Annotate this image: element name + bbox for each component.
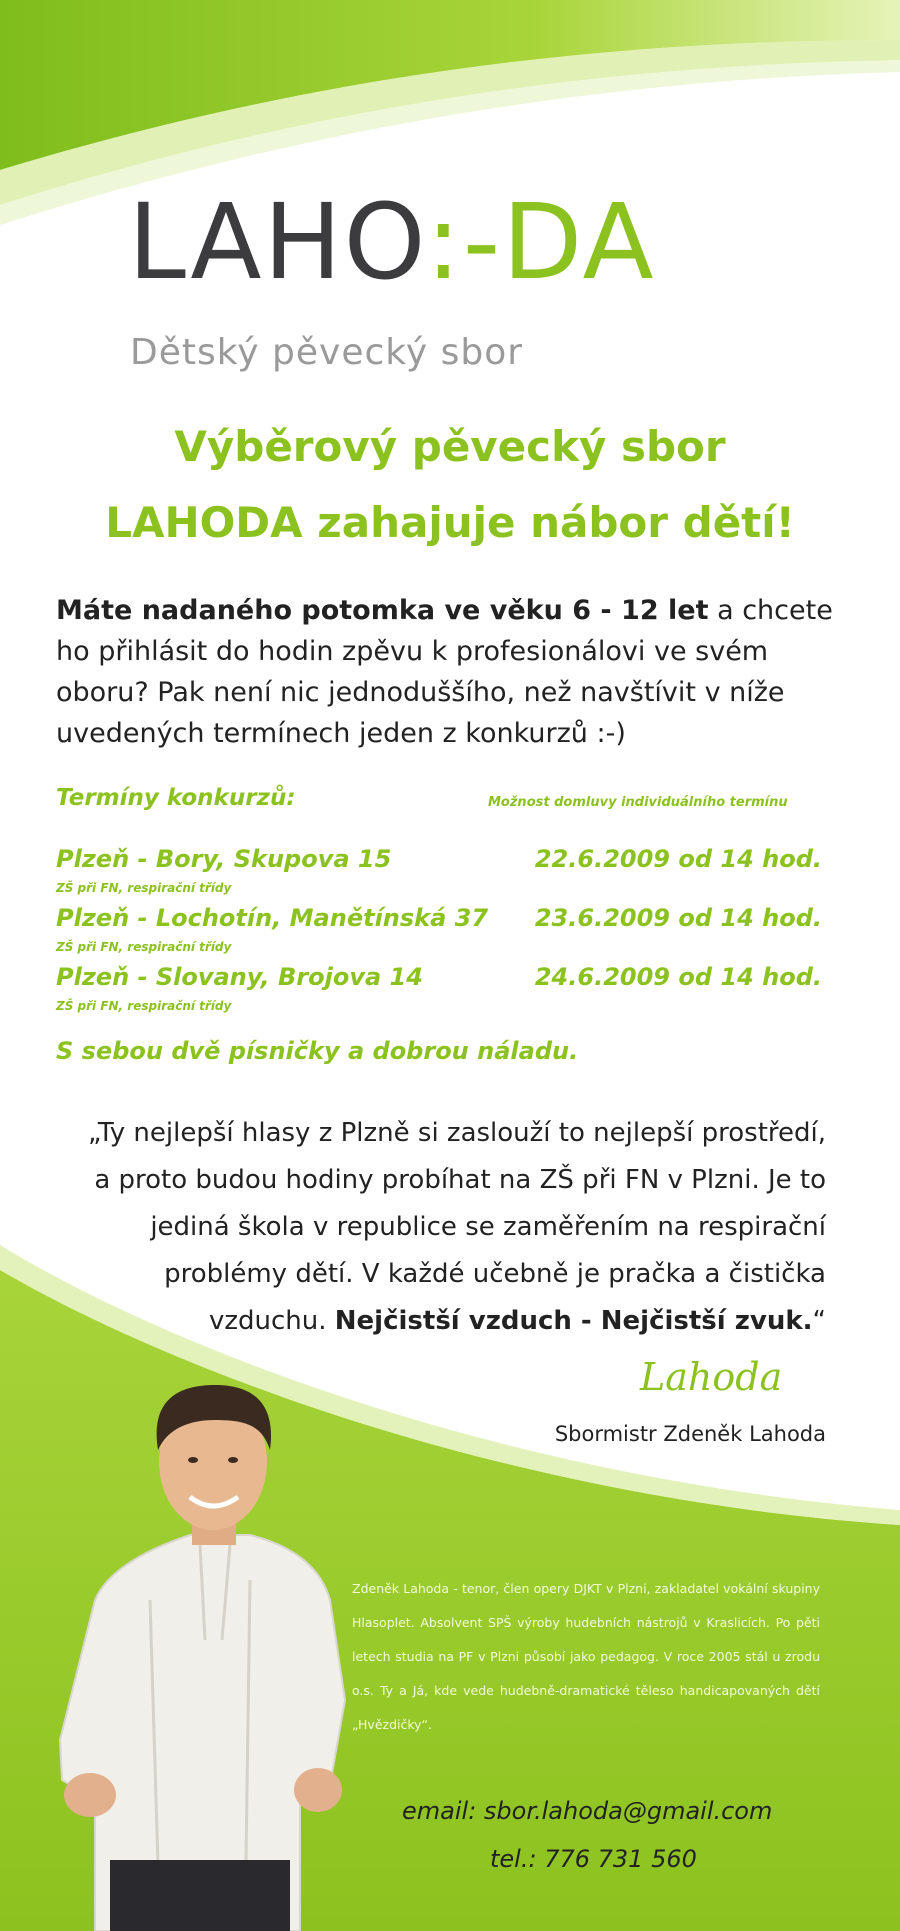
- terms-note: Možnost domluvy individuálního termínu: [488, 795, 788, 810]
- term-location: Plzeň - Bory, Skupova 15: [56, 845, 392, 873]
- intro-bold: Máte nadaného potomka ve věku 6 - 12 let: [56, 595, 709, 626]
- terms-title: Termíny konkurzů:: [56, 785, 296, 811]
- headline-line2: LAHODA zahajuje nábor dětí!: [105, 498, 795, 547]
- intro-rest: a chcete ho přihlásit do hodin zpěvu k profesionálovi ve svém oboru? Pak není nic jednoduššího, než navštívit v níže uvedených termínech jeden z konkurzů :-): [56, 595, 833, 749]
- contact-email[interactable]: email: sbor.lahoda@gmail.com: [402, 1797, 773, 1825]
- choirmaster-name: Sbormistr Zdeněk Lahoda: [554, 1422, 826, 1446]
- bio-text: Zdeněk Lahoda - tenor, člen opery DJKT v Plzni, zakladatel vokální skupiny Hlasoplet. Absolvent SPŠ výroby hudebních nástrojů v Kraslicích. Po pěti letech studia na PF v Plzni působí jako pedagog. V roce 2005 stál u zrodu o.s. Ty a Já, kde vede hudebně-dramatické těleso handicapovaných dětí „Hvězdičky“.: [352, 1581, 820, 1732]
- quote-line: a proto budou hodiny probíhat na ZŠ při FN v Plzni. Je to: [94, 1165, 826, 1195]
- logo-part1: LAHO: [128, 181, 426, 303]
- quote-end: “: [812, 1306, 826, 1336]
- signature: Lahoda: [640, 1355, 783, 1399]
- term-school: ZŠ při FN, respirační třídy: [56, 940, 232, 954]
- term-school: ZŠ při FN, respirační třídy: [56, 881, 232, 895]
- term-school: ZŠ při FN, respirační třídy: [56, 999, 232, 1013]
- logo-colon: :: [425, 181, 463, 303]
- term-date: 22.6.2009 od 14 hod.: [534, 845, 822, 873]
- logo-part2: -DA: [462, 181, 656, 303]
- headline-line1: Výběrový pěvecký sbor: [174, 422, 726, 471]
- term-location: Plzeň - Slovany, Brojova 14: [56, 963, 423, 991]
- terms-footer: S sebou dvě písničky a dobrou náladu.: [56, 1037, 579, 1065]
- quote-line: problémy dětí. V každé učebně je pračka a čistička: [164, 1259, 826, 1289]
- contact-phone[interactable]: tel.: 776 731 560: [490, 1845, 697, 1873]
- quote-line: „Ty nejlepší hlasy z Plzně si zaslouží to nejlepší prostředí,: [88, 1118, 826, 1148]
- term-date: 23.6.2009 od 14 hod.: [534, 904, 822, 932]
- quote-bold: Nejčistší vzduch - Nejčistší zvuk.: [334, 1306, 813, 1336]
- term-date: 24.6.2009 od 14 hod.: [534, 963, 822, 991]
- term-location: Plzeň - Lochotín, Manětínská 37: [56, 904, 489, 932]
- quote-line: jediná škola v republice se zaměřením na respirační: [150, 1212, 826, 1242]
- quote-plain: vzduchu.: [208, 1306, 335, 1336]
- logo-subtitle: Dětský pěvecký sbor: [130, 332, 524, 373]
